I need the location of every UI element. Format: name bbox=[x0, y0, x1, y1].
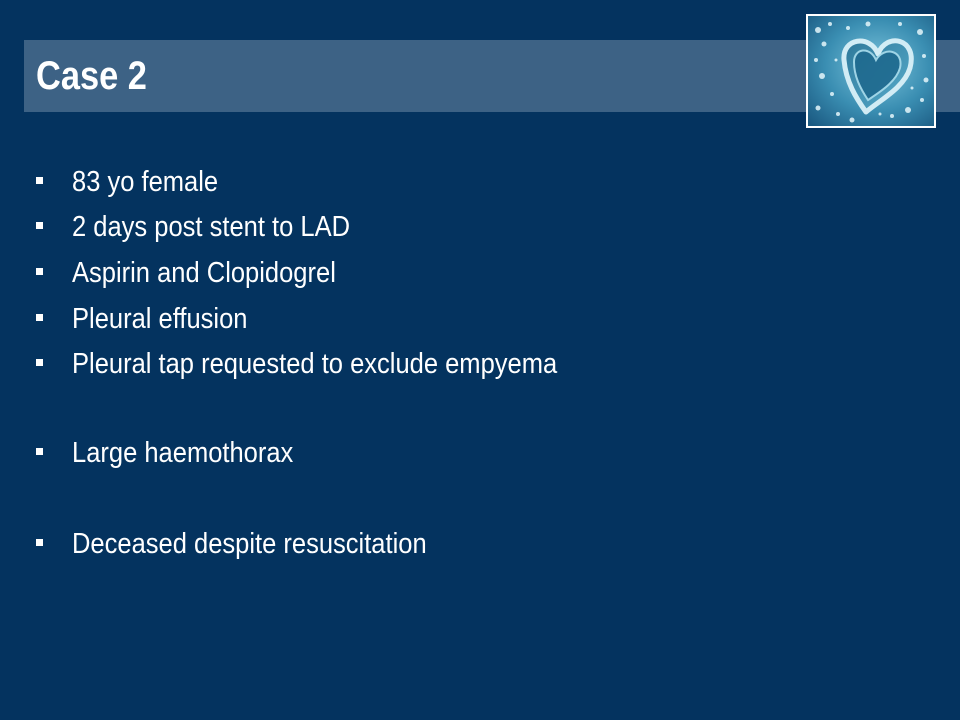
list-item-text: Pleural effusion bbox=[72, 303, 248, 335]
bullet-marker bbox=[36, 539, 43, 546]
bullet-marker bbox=[36, 222, 43, 229]
list-item-text: Pleural tap requested to exclude empyema bbox=[72, 348, 558, 380]
bullet-marker bbox=[36, 268, 43, 275]
heart-water-logo bbox=[806, 14, 936, 128]
slide-title: Case 2 bbox=[36, 54, 147, 98]
bullet-marker bbox=[36, 359, 43, 366]
list-item-text: Large haemothorax bbox=[72, 437, 294, 469]
bullet-marker bbox=[36, 177, 43, 184]
bullet-marker bbox=[36, 448, 43, 455]
list-item-text: 83 yo female bbox=[72, 166, 219, 198]
list-item-text: 2 days post stent to LAD bbox=[72, 211, 351, 243]
list-item-text: Deceased despite resuscitation bbox=[72, 528, 427, 560]
heart-water-icon bbox=[808, 16, 934, 126]
list-item-text: Aspirin and Clopidogrel bbox=[72, 257, 336, 289]
bullet-marker bbox=[36, 314, 43, 321]
